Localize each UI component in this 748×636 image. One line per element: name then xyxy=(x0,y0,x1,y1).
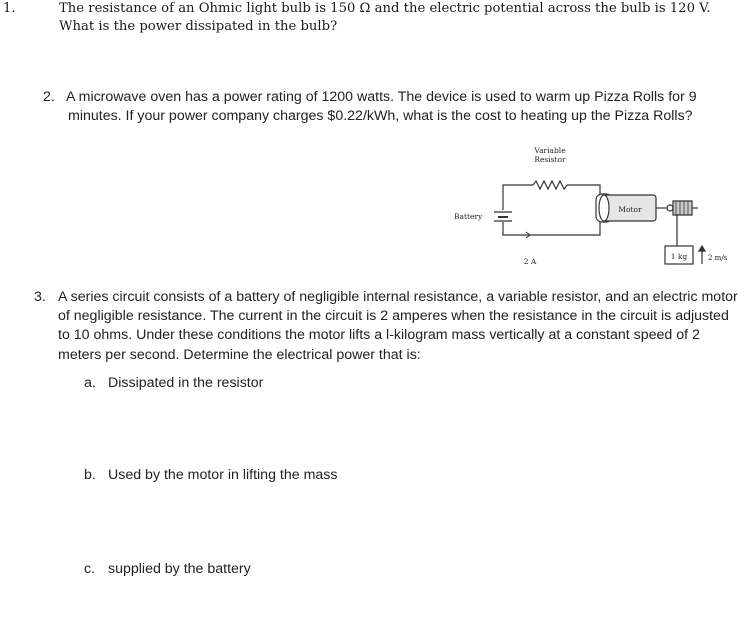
question-3c-text: supplied by the battery xyxy=(108,561,251,577)
question-3a-text: Dissipated in the resistor xyxy=(108,375,264,391)
circuit-wire-left-lower xyxy=(503,221,600,235)
mass-label: 1 kg xyxy=(670,252,688,261)
question-1-text: The resistance of an Ohmic light bulb is 150 Ω and the electric potential across the bulb is 120 V. What is the power dissipated in the bulb? xyxy=(59,1,711,34)
circuit-diagram xyxy=(440,140,740,275)
motor-label: Motor xyxy=(618,205,642,214)
question-3b-text: Used by the motor in lifting the mass xyxy=(108,467,338,483)
question-2-number: 2. xyxy=(43,89,55,105)
circuit-wire-top xyxy=(503,185,533,197)
question-3-number: 3. xyxy=(34,289,46,305)
question-2-text: A microwave oven has a power rating of 1200 watts. The device is used to warm up Pizza Rolls for 9 minutes. If your power company charges $0.22/kWh, what is the cost to heating up the Pizza Rolls? xyxy=(66,89,697,124)
question-1-number: 1. xyxy=(3,1,16,16)
question-3-text: A series circuit consists of a battery of negligible internal resistance, a variable resistor, and an electric motor of negligible resistance. The current in the circuit is 2 amperes when the resistance in the circuit is adjusted to 10 ohms. Under these conditions the motor lifts a l-kilogram mass vertically at a constant speed of 2 meters per second. Determine the electrical power that is: xyxy=(58,289,738,363)
battery-icon xyxy=(494,212,512,221)
question-3c-letter: c. xyxy=(84,561,96,577)
question-3a-letter: a. xyxy=(84,375,96,391)
circuit-wire-top-right xyxy=(567,185,600,194)
question-3b-letter: b. xyxy=(84,467,96,483)
variable-resistor-label-1: Variable xyxy=(534,146,566,155)
battery-label: Battery xyxy=(454,212,483,221)
variable-resistor-icon xyxy=(533,181,567,189)
speed-label: 2 m/s xyxy=(708,254,728,262)
variable-resistor-label-2: Resistor xyxy=(534,155,566,164)
current-label: 2 A xyxy=(523,257,537,266)
motor-icon xyxy=(596,194,698,222)
